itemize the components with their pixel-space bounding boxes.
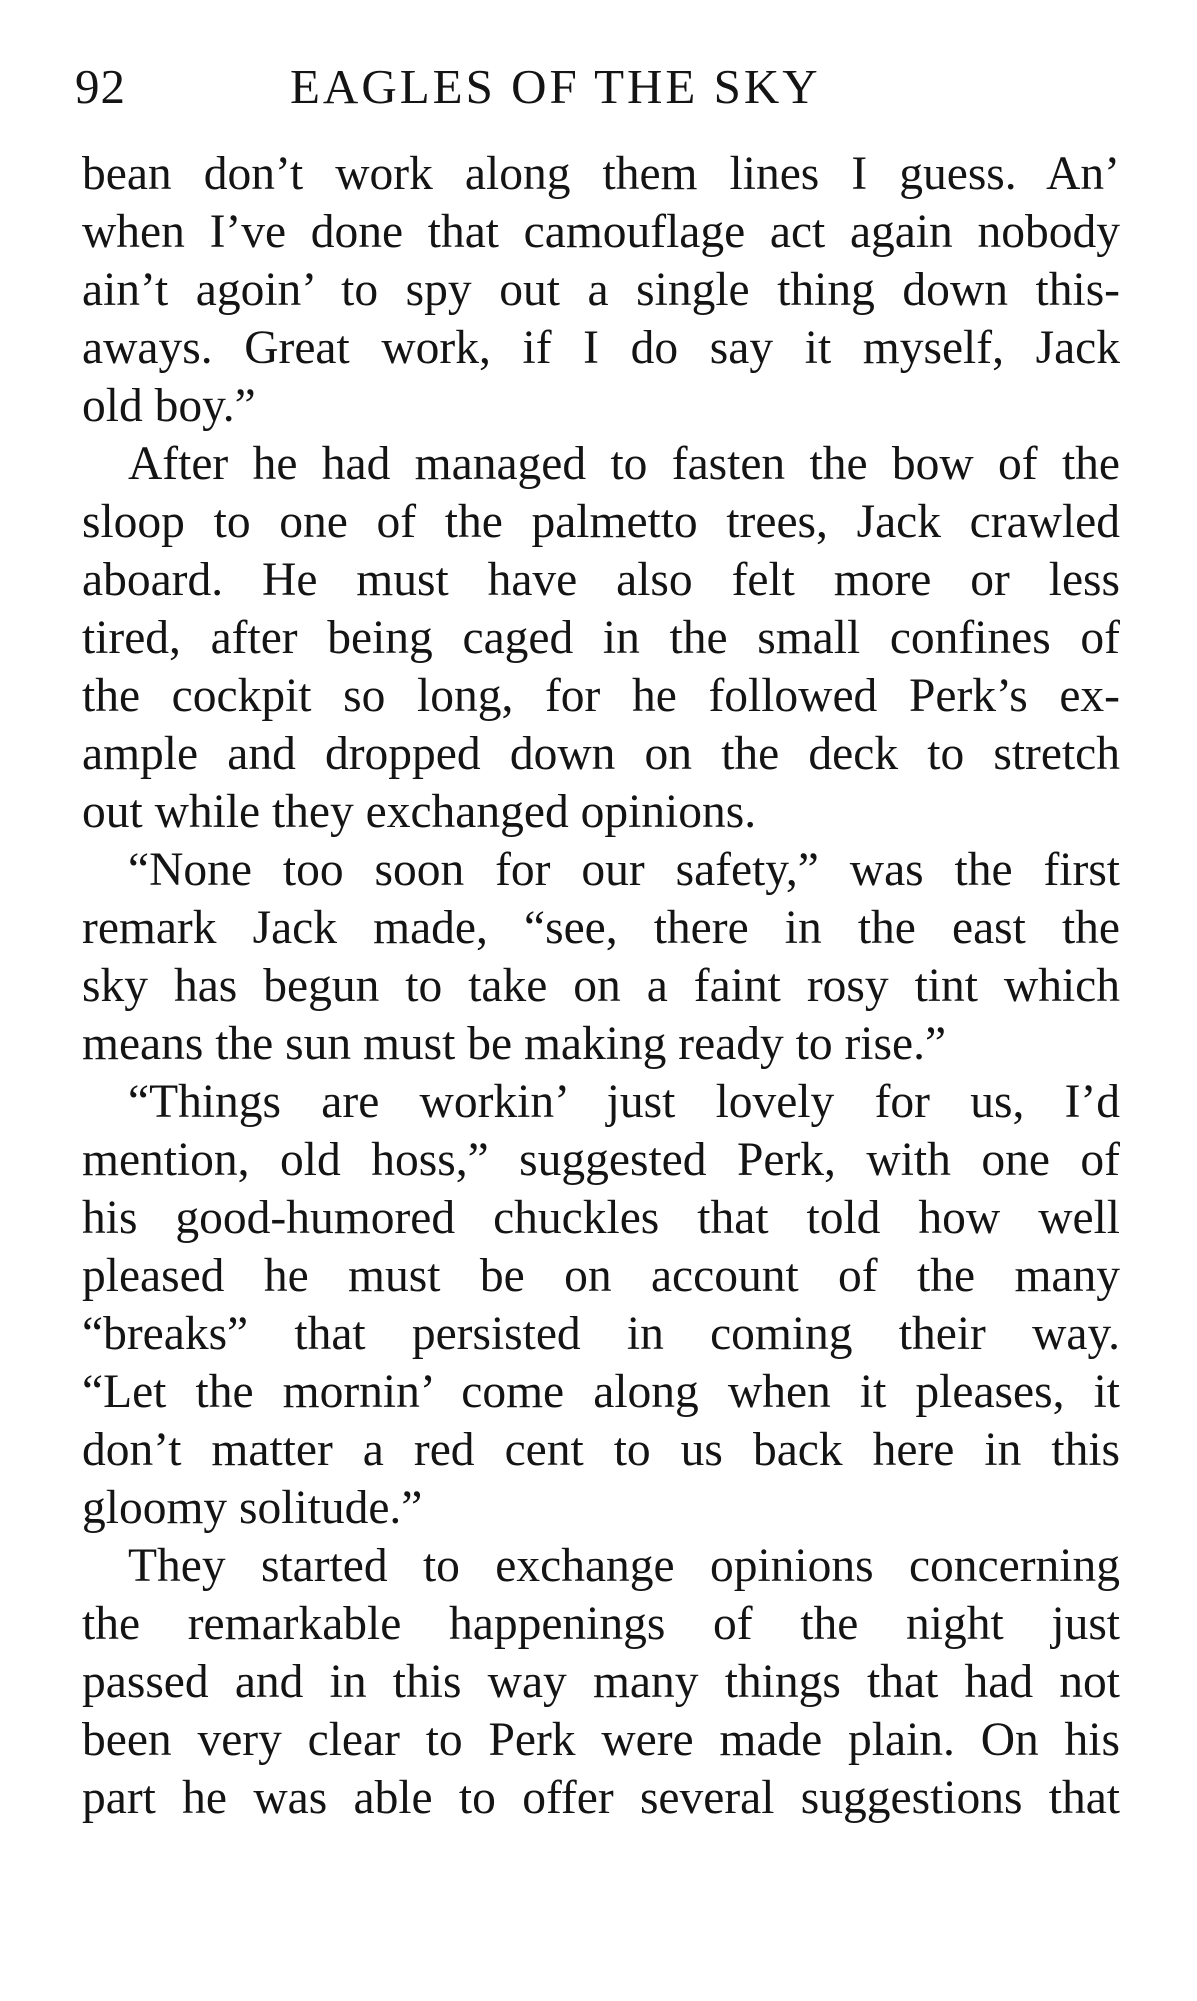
text-line: “Things are workin’ just lovely for us, I’d (128, 1076, 1120, 1128)
text-line: ample and dropped down on the deck to stretch (82, 728, 1120, 780)
text-line: “breaks” that persisted in coming their way. (82, 1308, 1120, 1360)
text-line: remark Jack made, “see, there in the east the (82, 902, 1120, 954)
text-line: ain’t agoin’ to spy out a single thing down this- (82, 264, 1120, 316)
text-line: the remarkable happenings of the night just (82, 1598, 1120, 1650)
text-line: gloomy solitude.” (82, 1482, 423, 1534)
text-line: his good-humored chuckles that told how well (82, 1192, 1120, 1244)
running-title: EAGLES OF THE SKY (290, 59, 821, 114)
page-number: 92 (75, 59, 126, 114)
text-line: sloop to one of the palmetto trees, Jack crawled (82, 496, 1120, 548)
text-line: They started to exchange opinions concerning (128, 1540, 1120, 1592)
page-header (75, 58, 1125, 128)
text-line: out while they exchanged opinions. (82, 786, 757, 838)
text-line: aways. Great work, if I do say it myself, Jack (82, 322, 1120, 374)
text-line: old boy.” (82, 380, 256, 432)
text-line: bean don’t work along them lines I guess. An’ (82, 148, 1120, 200)
text-line: been very clear to Perk were made plain. On his (82, 1714, 1120, 1766)
body-text (82, 145, 1120, 1827)
text-line: part he was able to offer several suggestions that (82, 1772, 1120, 1824)
text-line: pleased he must be on account of the many (82, 1250, 1120, 1302)
text-line: the cockpit so long, for he followed Perk’s ex- (82, 670, 1120, 722)
text-line: tired, after being caged in the small confines of (82, 612, 1120, 664)
text-line: means the sun must be making ready to rise.” (82, 1018, 947, 1070)
text-line: aboard. He must have also felt more or less (82, 554, 1120, 606)
text-line: don’t matter a red cent to us back here in this (82, 1424, 1120, 1476)
text-line: “None too soon for our safety,” was the first (128, 844, 1120, 896)
text-line: when I’ve done that camouflage act again nobody (82, 206, 1120, 258)
text-line: sky has begun to take on a faint rosy tint which (82, 960, 1120, 1012)
text-line: mention, old hoss,” suggested Perk, with one of (82, 1134, 1120, 1186)
text-line: passed and in this way many things that had not (82, 1656, 1120, 1708)
text-line: After he had managed to fasten the bow of the (128, 438, 1120, 490)
text-line: “Let the mornin’ come along when it pleases, it (82, 1366, 1120, 1418)
